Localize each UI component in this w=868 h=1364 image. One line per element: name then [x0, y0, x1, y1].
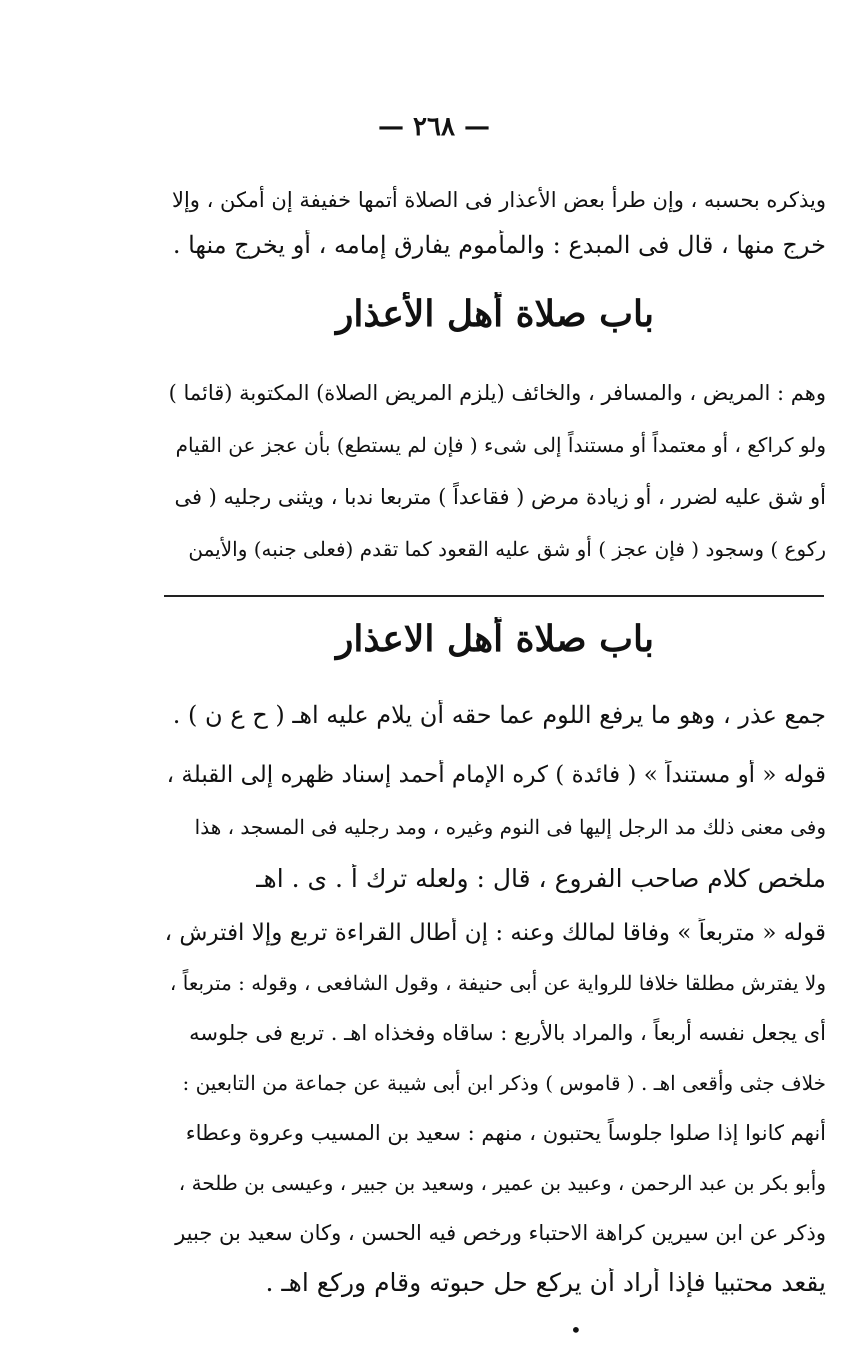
text-line: خلاف جثى وأقعى اهـ . ( قاموس ) وذكر ابن أبى شيبة عن جماعة من التابعين : [182, 1071, 826, 1095]
text-line: وهم : المريض ، والمسافر ، والخائف (يلزم المريض الصلاة) المكتوبة (قائما ) [168, 381, 826, 405]
section-divider [164, 595, 824, 597]
text-line: ملخص كلام صاحب الفروع ، قال : ولعله ترك أ . ى . اهـ [256, 864, 826, 893]
text-line: وأبو بكر بن عبد الرحمن ، وعبيد بن عمير ، وسعيد بن جبير ، وعيسى بن طلحة ، [178, 1171, 826, 1195]
section-heading: باب صلاة أهل الأعذار [336, 293, 654, 335]
text-line: ولو كراكع ، أو معتمداً أو مستنداً إلى شىء ( فإن لم يستطع) بأن عجز عن القيام [175, 433, 826, 457]
text-line: وفى معنى ذلك مد الرجل إليها فى النوم وغيره ، ومد رجليه فى المسجد ، هذا [194, 815, 826, 839]
text-line: ولا يفترش مطلقا خلافا للرواية عن أبى حنيفة ، وقول الشافعى ، وقوله : متربعاً ، [169, 971, 826, 995]
commentary-heading: باب صلاة أهل الاعذار [336, 618, 654, 660]
text-line: أو شق عليه لضرر ، أو زيادة مرض ( فقاعداً ) متربعا ندبا ، ويثنى رجليه ( فى [174, 485, 826, 509]
text-line: أنهم كانوا إذا صلوا جلوساً يحتبون ، منهم : سعيد بن المسيب وعروة وعطاء [185, 1121, 826, 1145]
text-line: جمع عذر ، وهو ما يرفع اللوم عما حقه أن يلام عليه اهـ ( ح ع ن ) . [172, 701, 826, 729]
text-line: ركوع ) وسجود ( فإن عجز ) أو شق عليه القعود كما تقدم (فعلى جنبه) والأيمن [188, 537, 826, 561]
commentary-paragraph [164, 918, 826, 1318]
text-line: قوله « متربعاً » وفاقا لمالك وعنه : إن أطال القراءة تربع وإلا افترش ، [164, 920, 826, 946]
text-line: يقعد محتبيا فإذا أراد أن يركع حل حبوته وقام وركع اهـ . [265, 1268, 826, 1297]
text-line: خرج منها ، قال فى المبدع : والمأموم يفارق إمامه ، أو يخرج منها . [172, 231, 826, 259]
bottom-dot: • [570, 1318, 582, 1342]
upper-body-text [164, 378, 826, 586]
commentary-paragraph [164, 760, 826, 916]
text-line: قوله « أو مستنداً » ( فائدة ) كره الإمام أحمد إسناد ظهره إلى القبلة ، [166, 762, 826, 788]
page-number: — ٢٦٨ — [377, 112, 491, 142]
text-line: وذكر عن ابن سيرين كراهة الاحتباء ورخص فيه الحسن ، وكان سعيد بن جبير [175, 1221, 826, 1245]
text-line: ويذكره بحسبه ، وإن طرأ بعض الأعذار فى الصلاة أتمها خفيفة إن أمكن ، وإلا [171, 188, 826, 212]
text-line: أى يجعل نفسه أربعاً ، والمراد بالأربع : ساقاه وفخذاه اهـ . تربع فى جلوسه [189, 1021, 826, 1045]
upper-intro-text [164, 170, 826, 260]
commentary-paragraph [164, 700, 826, 756]
